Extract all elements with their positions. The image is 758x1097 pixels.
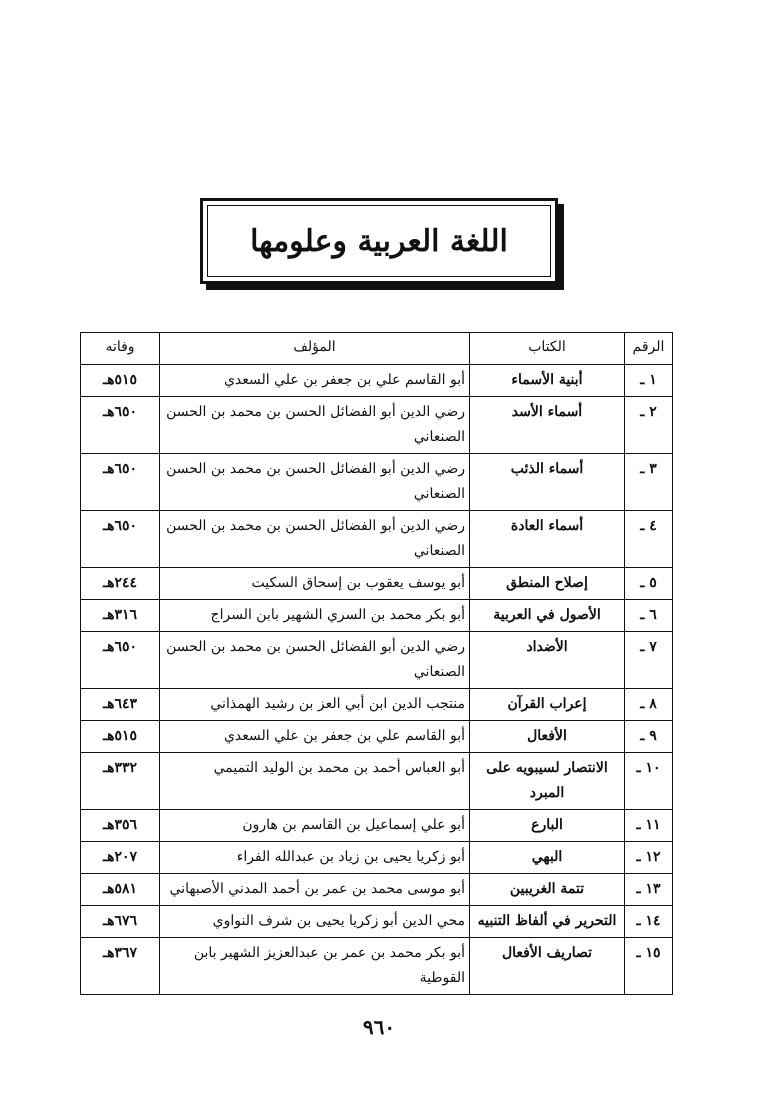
table-row: [81, 938, 673, 995]
table-row: [81, 568, 673, 600]
book-title: البارع: [470, 810, 625, 842]
table-row: [81, 874, 673, 906]
book-title: أسماء الذئب: [470, 454, 625, 511]
table-row: [81, 689, 673, 721]
death-year: ٦٥٠هـ: [81, 511, 160, 568]
row-number: ١١ ـ: [625, 810, 673, 842]
author-name: أبو بكر محمد بن عمر بن عبدالعزيز الشهير بابن القوطية: [160, 938, 470, 995]
table-row: [81, 511, 673, 568]
death-year: ٥١٥هـ: [81, 721, 160, 753]
author-name: رضي الدين أبو الفضائل الحسن بن محمد بن الحسن الصنعاني: [160, 511, 470, 568]
table-row: [81, 454, 673, 511]
section-title-frame: [200, 198, 558, 284]
author-name: رضي الدين أبو الفضائل الحسن بن محمد بن الحسن الصنعاني: [160, 454, 470, 511]
row-number: ٤ ـ: [625, 511, 673, 568]
row-number: ٧ ـ: [625, 632, 673, 689]
death-year: ٢٤٤هـ: [81, 568, 160, 600]
death-year: ٥١٥هـ: [81, 365, 160, 397]
header-num: الرقم: [625, 333, 673, 365]
row-number: ١ ـ: [625, 365, 673, 397]
author-name: أبو العباس أحمد بن محمد بن الوليد التميمي: [160, 753, 470, 810]
row-number: ٣ ـ: [625, 454, 673, 511]
row-number: ١٥ ـ: [625, 938, 673, 995]
row-number: ١٤ ـ: [625, 906, 673, 938]
page-number: ٩٦٠: [362, 1015, 396, 1039]
author-name: أبو زكريا يحيى بن زياد بن عبدالله الفراء: [160, 842, 470, 874]
table-header-row: [81, 333, 673, 365]
book-title: الأضداد: [470, 632, 625, 689]
death-year: ٥٨١هـ: [81, 874, 160, 906]
author-name: رضي الدين أبو الفضائل الحسن بن محمد بن الحسن الصنعاني: [160, 632, 470, 689]
book-title: إصلاح المنطق: [470, 568, 625, 600]
book-title: تصاريف الأفعال: [470, 938, 625, 995]
author-name: رضي الدين أبو الفضائل الحسن بن محمد بن الحسن الصنعاني: [160, 397, 470, 454]
table-row: [81, 632, 673, 689]
table-row: [81, 397, 673, 454]
row-number: ٦ ـ: [625, 600, 673, 632]
death-year: ٣٥٦هـ: [81, 810, 160, 842]
row-number: ٨ ـ: [625, 689, 673, 721]
death-year: ٣١٦هـ: [81, 600, 160, 632]
table-row: [81, 906, 673, 938]
book-title: أسماء العادة: [470, 511, 625, 568]
death-year: ٦٥٠هـ: [81, 632, 160, 689]
death-year: ٣٦٧هـ: [81, 938, 160, 995]
book-title: تتمة الغريبين: [470, 874, 625, 906]
row-number: ١٣ ـ: [625, 874, 673, 906]
header-book: الكتاب: [470, 333, 625, 365]
book-title: أبنية الأسماء: [470, 365, 625, 397]
table-row: [81, 842, 673, 874]
section-title: اللغة العربية وعلومها: [250, 223, 508, 259]
death-year: ٣٣٢هـ: [81, 753, 160, 810]
death-year: ٦٥٠هـ: [81, 454, 160, 511]
row-number: ٢ ـ: [625, 397, 673, 454]
book-title: الأصول في العربية: [470, 600, 625, 632]
book-title: إعراب القرآن: [470, 689, 625, 721]
author-name: أبو موسى محمد بن عمر بن أحمد المدني الأصبهاني: [160, 874, 470, 906]
death-year: ٦٧٦هـ: [81, 906, 160, 938]
author-name: منتجب الدين ابن أبي العز بن رشيد الهمذاني: [160, 689, 470, 721]
book-title: البهي: [470, 842, 625, 874]
death-year: ٦٥٠هـ: [81, 397, 160, 454]
author-name: أبو يوسف يعقوب بن إسحاق السكيت: [160, 568, 470, 600]
table-row: [81, 753, 673, 810]
author-name: محي الدين أبو زكريا يحيى بن شرف النواوي: [160, 906, 470, 938]
table-row: [81, 721, 673, 753]
author-name: أبو علي إسماعيل بن القاسم بن هارون: [160, 810, 470, 842]
row-number: ٥ ـ: [625, 568, 673, 600]
book-title: أسماء الأسد: [470, 397, 625, 454]
author-name: أبو بكر محمد بن السري الشهير بابن السراج: [160, 600, 470, 632]
row-number: ٩ ـ: [625, 721, 673, 753]
death-year: ٦٤٣هـ: [81, 689, 160, 721]
header-author: المؤلف: [160, 333, 470, 365]
table-row: [81, 810, 673, 842]
table-row: [81, 600, 673, 632]
row-number: ١٠ ـ: [625, 753, 673, 810]
author-name: أبو القاسم علي بن جعفر بن علي السعدي: [160, 721, 470, 753]
death-year: ٢٠٧هـ: [81, 842, 160, 874]
book-title: الانتصار لسيبويه على المبرد: [470, 753, 625, 810]
row-number: ١٢ ـ: [625, 842, 673, 874]
book-title: التحرير في ألفاظ التنبيه: [470, 906, 625, 938]
author-name: أبو القاسم علي بن جعفر بن علي السعدي: [160, 365, 470, 397]
book-title: الأفعال: [470, 721, 625, 753]
header-death: وفاته: [81, 333, 160, 365]
table-row: [81, 365, 673, 397]
books-table: [80, 332, 673, 995]
